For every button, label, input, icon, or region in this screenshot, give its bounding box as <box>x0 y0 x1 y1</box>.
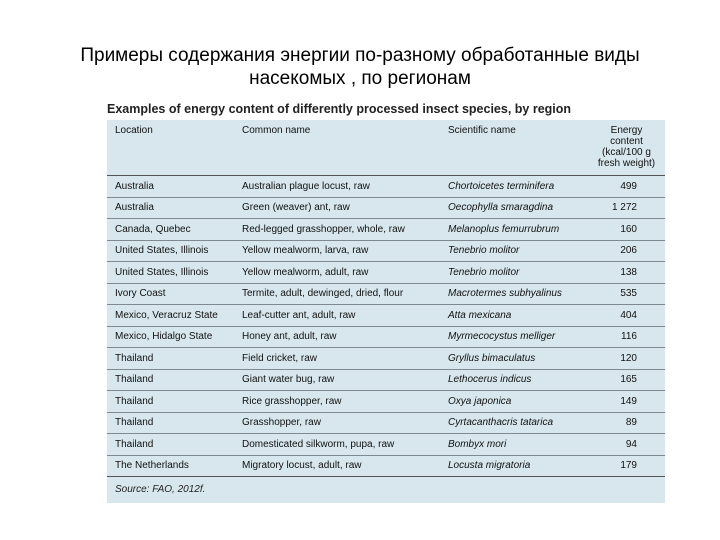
cell-common-name: Domesticated silkworm, pupa, raw <box>234 434 440 456</box>
cell-energy: 179 <box>588 455 665 477</box>
table-title: Examples of energy content of differently processed insect species, by region <box>107 102 572 116</box>
cell-common-name: Giant water bug, raw <box>234 369 440 391</box>
table-row <box>107 369 665 391</box>
cell-location: Thailand <box>107 369 234 391</box>
header-energy-line-1: Energy <box>610 125 643 136</box>
table-row <box>107 326 665 348</box>
slide-title-line-2: насекомых , по регионам <box>249 68 471 89</box>
cell-location: The Netherlands <box>107 455 234 477</box>
cell-location: Australia <box>107 176 234 198</box>
cell-energy: 94 <box>588 434 665 456</box>
table-header-row <box>107 120 665 176</box>
cell-energy: 165 <box>588 369 665 391</box>
table-row <box>107 305 665 327</box>
cell-common-name: Yellow mealworm, adult, raw <box>234 262 440 284</box>
cell-scientific-name: Lethocerus indicus <box>440 369 588 391</box>
cell-common-name: Green (weaver) ant, raw <box>234 197 440 219</box>
cell-common-name: Grasshopper, raw <box>234 412 440 434</box>
slide-title-line-1: Примеры содержания энергии по-разному обработанные виды <box>80 45 640 66</box>
cell-energy: 138 <box>588 262 665 284</box>
cell-energy: 160 <box>588 219 665 241</box>
header-energy-line-2: content <box>610 136 643 147</box>
table-row <box>107 176 665 198</box>
cell-scientific-name: Cyrtacanthacris tatarica <box>440 412 588 434</box>
cell-location: Mexico, Hidalgo State <box>107 326 234 348</box>
table-row <box>107 391 665 413</box>
cell-scientific-name: Chortoicetes terminifera <box>440 176 588 198</box>
cell-location: Ivory Coast <box>107 283 234 305</box>
header-energy-content <box>588 120 665 176</box>
cell-location: Thailand <box>107 348 234 370</box>
cell-energy: 404 <box>588 305 665 327</box>
cell-common-name: Honey ant, adult, raw <box>234 326 440 348</box>
table-row <box>107 197 665 219</box>
cell-location: United States, Illinois <box>107 240 234 262</box>
cell-common-name: Yellow mealworm, larva, raw <box>234 240 440 262</box>
cell-location: Thailand <box>107 391 234 413</box>
table-row <box>107 412 665 434</box>
cell-scientific-name: Bombyx mori <box>440 434 588 456</box>
energy-table <box>107 120 665 477</box>
cell-common-name: Leaf-cutter ant, adult, raw <box>234 305 440 327</box>
table-row <box>107 434 665 456</box>
table-row <box>107 283 665 305</box>
cell-location: Australia <box>107 197 234 219</box>
table-row <box>107 455 665 477</box>
cell-common-name: Red-legged grasshopper, whole, raw <box>234 219 440 241</box>
cell-scientific-name: Oecophylla smaragdina <box>440 197 588 219</box>
header-common-name: Common name <box>234 120 440 176</box>
cell-energy: 499 <box>588 176 665 198</box>
energy-table-panel <box>107 120 665 503</box>
table-row <box>107 219 665 241</box>
cell-scientific-name: Tenebrio molitor <box>440 262 588 284</box>
cell-common-name: Australian plague locust, raw <box>234 176 440 198</box>
cell-scientific-name: Oxya japonica <box>440 391 588 413</box>
cell-energy: 89 <box>588 412 665 434</box>
cell-energy: 116 <box>588 326 665 348</box>
cell-common-name: Field cricket, raw <box>234 348 440 370</box>
cell-scientific-name: Macrotermes subhyalinus <box>440 283 588 305</box>
cell-scientific-name: Melanoplus femurrubrum <box>440 219 588 241</box>
header-energy-line-3: (kcal/100 g <box>602 147 651 158</box>
cell-common-name: Migratory locust, adult, raw <box>234 455 440 477</box>
cell-common-name: Termite, adult, dewinged, dried, flour <box>234 283 440 305</box>
header-location: Location <box>107 120 234 176</box>
cell-energy: 535 <box>588 283 665 305</box>
cell-common-name: Rice grasshopper, raw <box>234 391 440 413</box>
cell-location: Canada, Quebec <box>107 219 234 241</box>
table-row <box>107 240 665 262</box>
cell-scientific-name: Locusta migratoria <box>440 455 588 477</box>
table-row <box>107 262 665 284</box>
header-scientific-name: Scientific name <box>440 120 588 176</box>
cell-location: Thailand <box>107 412 234 434</box>
header-energy-line-4: fresh weight) <box>597 158 656 169</box>
cell-location: United States, Illinois <box>107 262 234 284</box>
cell-scientific-name: Myrmecocystus melliger <box>440 326 588 348</box>
cell-scientific-name: Atta mexicana <box>440 305 588 327</box>
slide-title <box>40 44 680 90</box>
cell-energy: 1 272 <box>588 197 665 219</box>
cell-scientific-name: Gryllus bimaculatus <box>440 348 588 370</box>
cell-location: Thailand <box>107 434 234 456</box>
table-row <box>107 348 665 370</box>
cell-energy: 206 <box>588 240 665 262</box>
cell-energy: 120 <box>588 348 665 370</box>
cell-scientific-name: Tenebrio molitor <box>440 240 588 262</box>
cell-energy: 149 <box>588 391 665 413</box>
source-note: Source: FAO, 2012f. <box>115 484 206 495</box>
cell-location: Mexico, Veracruz State <box>107 305 234 327</box>
